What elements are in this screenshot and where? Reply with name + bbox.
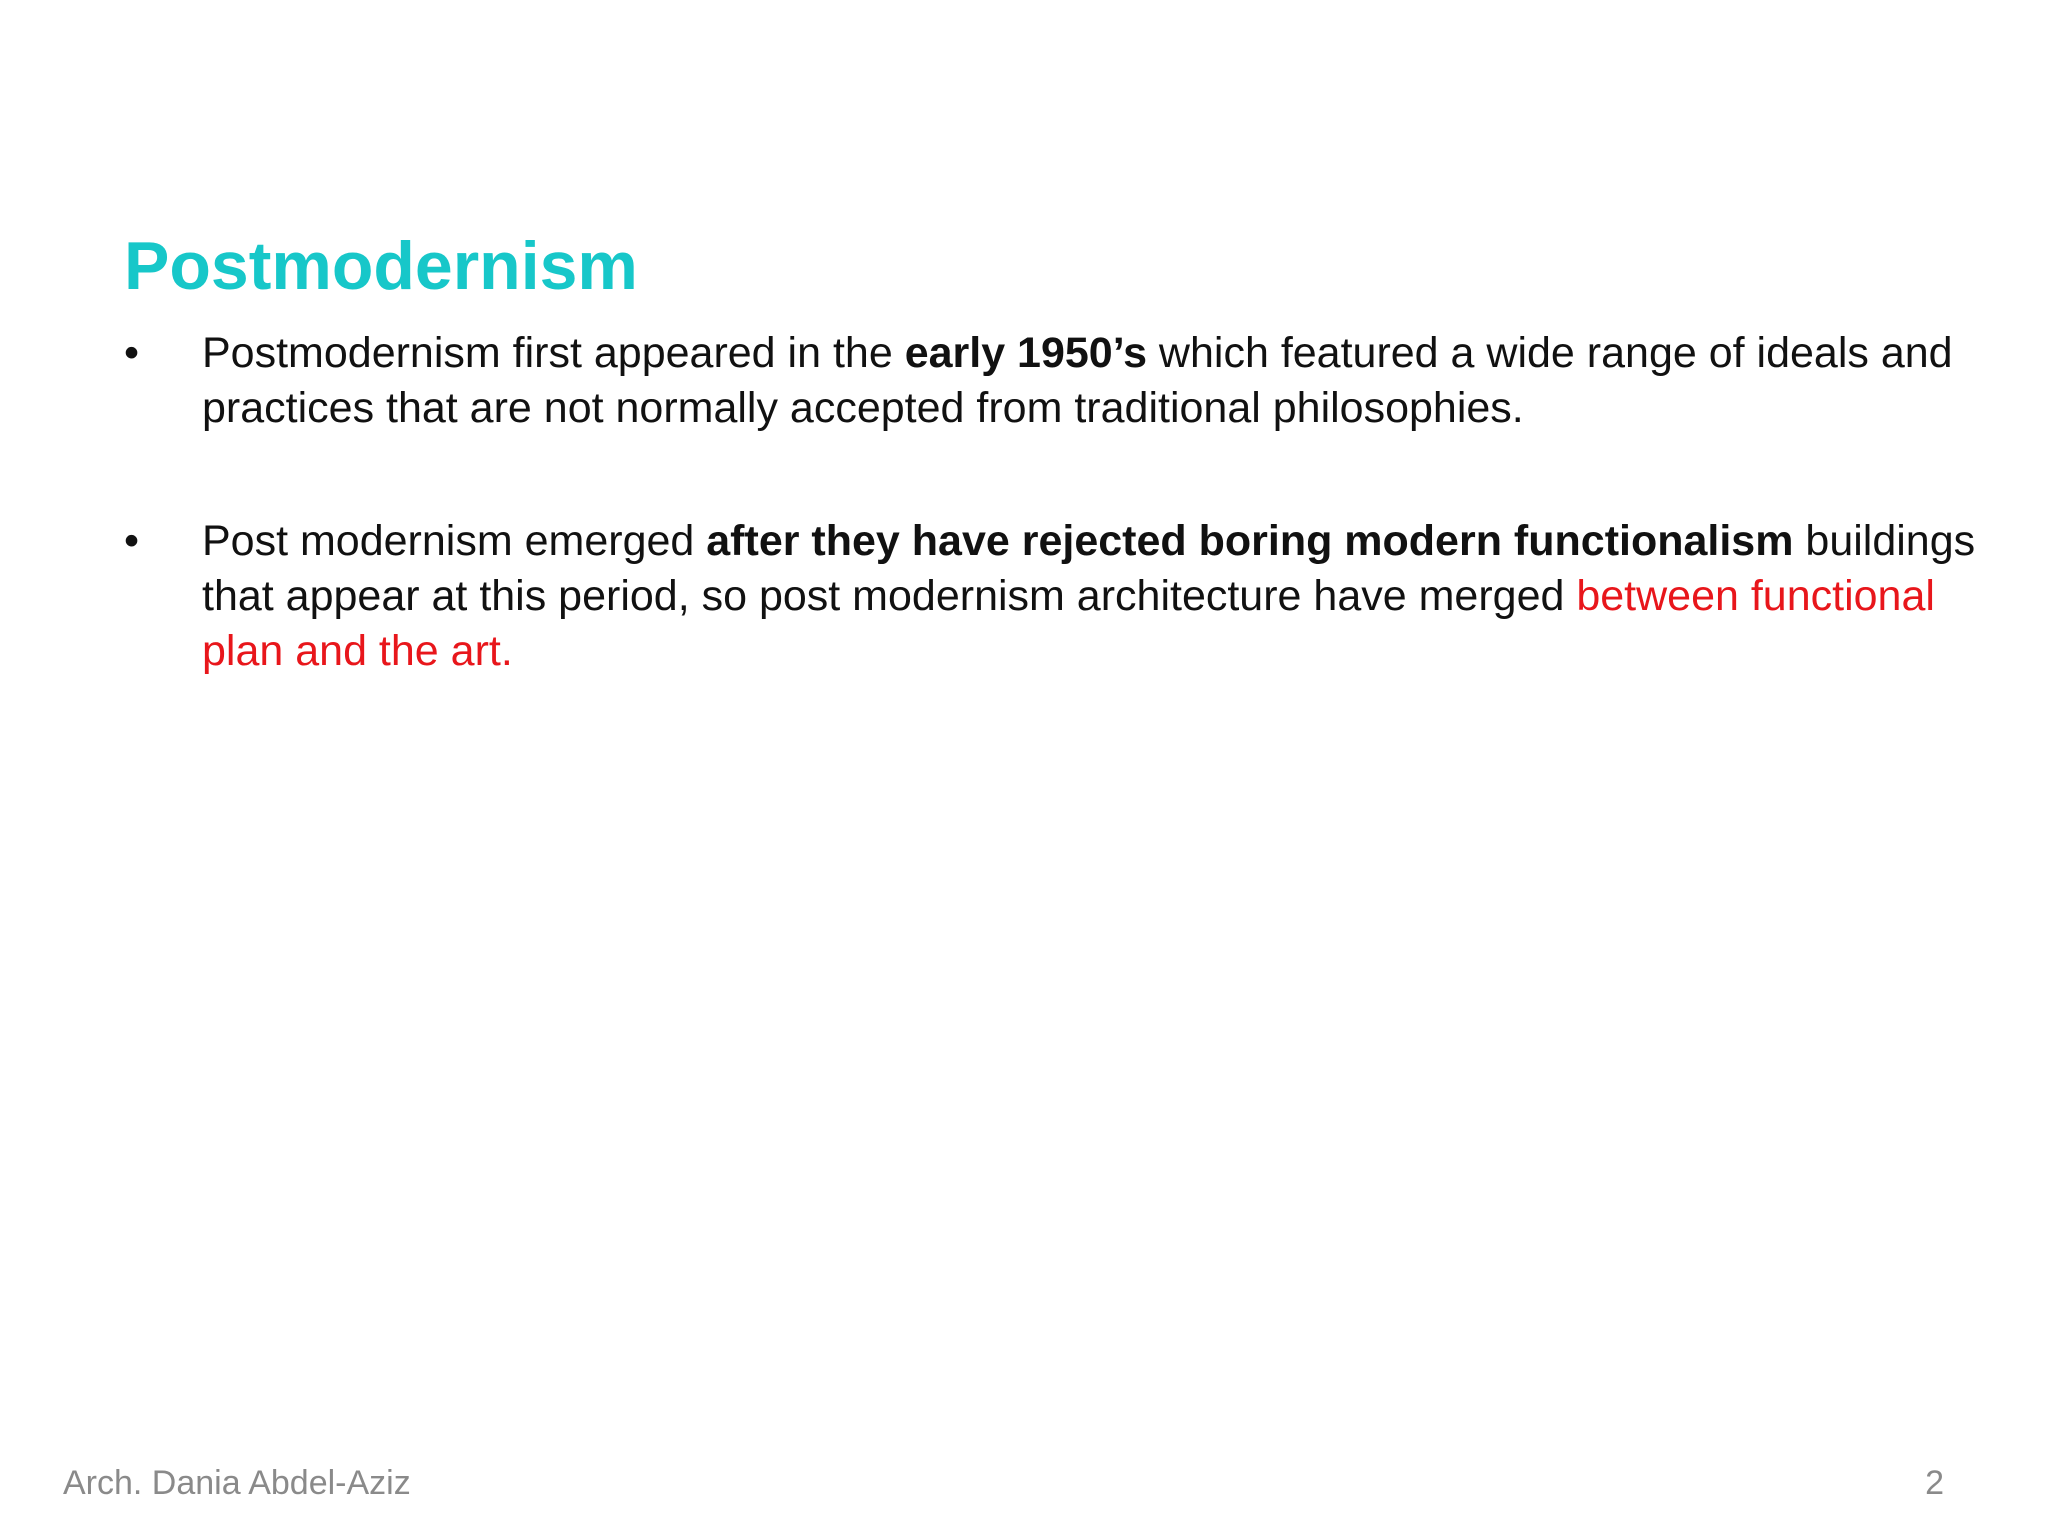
bullet-text <box>202 514 1984 679</box>
bullet-2-text-2: buildings that appear at this period, so post modernism architecture have merged <box>202 517 1976 620</box>
bullet-marker: • <box>124 329 140 377</box>
footer-author: Arch. Dania Abdel-Aziz <box>63 1464 411 1502</box>
bullet-1-text-2: which featured a wide range of ideals and practices that are not normally accepted from traditional philosophies. <box>202 329 1953 432</box>
bullet-1-emphasis: early 1950’s <box>904 329 1147 377</box>
slide-title: Postmodernism <box>124 228 638 304</box>
bullet-list <box>124 326 1984 679</box>
page-number: 2 <box>1925 1464 1944 1502</box>
bullet-2-emphasis: after they have rejected boring modern functionalism <box>706 517 1794 565</box>
bullet-2-text-1: Post modernism emerged <box>202 517 707 565</box>
bullet-marker: • <box>124 517 140 565</box>
bullet-text <box>202 326 1984 436</box>
bullet-1-text-1: Postmodernism first appeared in the <box>202 329 905 377</box>
bullet-item-1 <box>124 326 1984 436</box>
bullet-2-highlight: between functional plan and the art. <box>202 572 1935 675</box>
bullet-item-2 <box>124 514 1984 679</box>
